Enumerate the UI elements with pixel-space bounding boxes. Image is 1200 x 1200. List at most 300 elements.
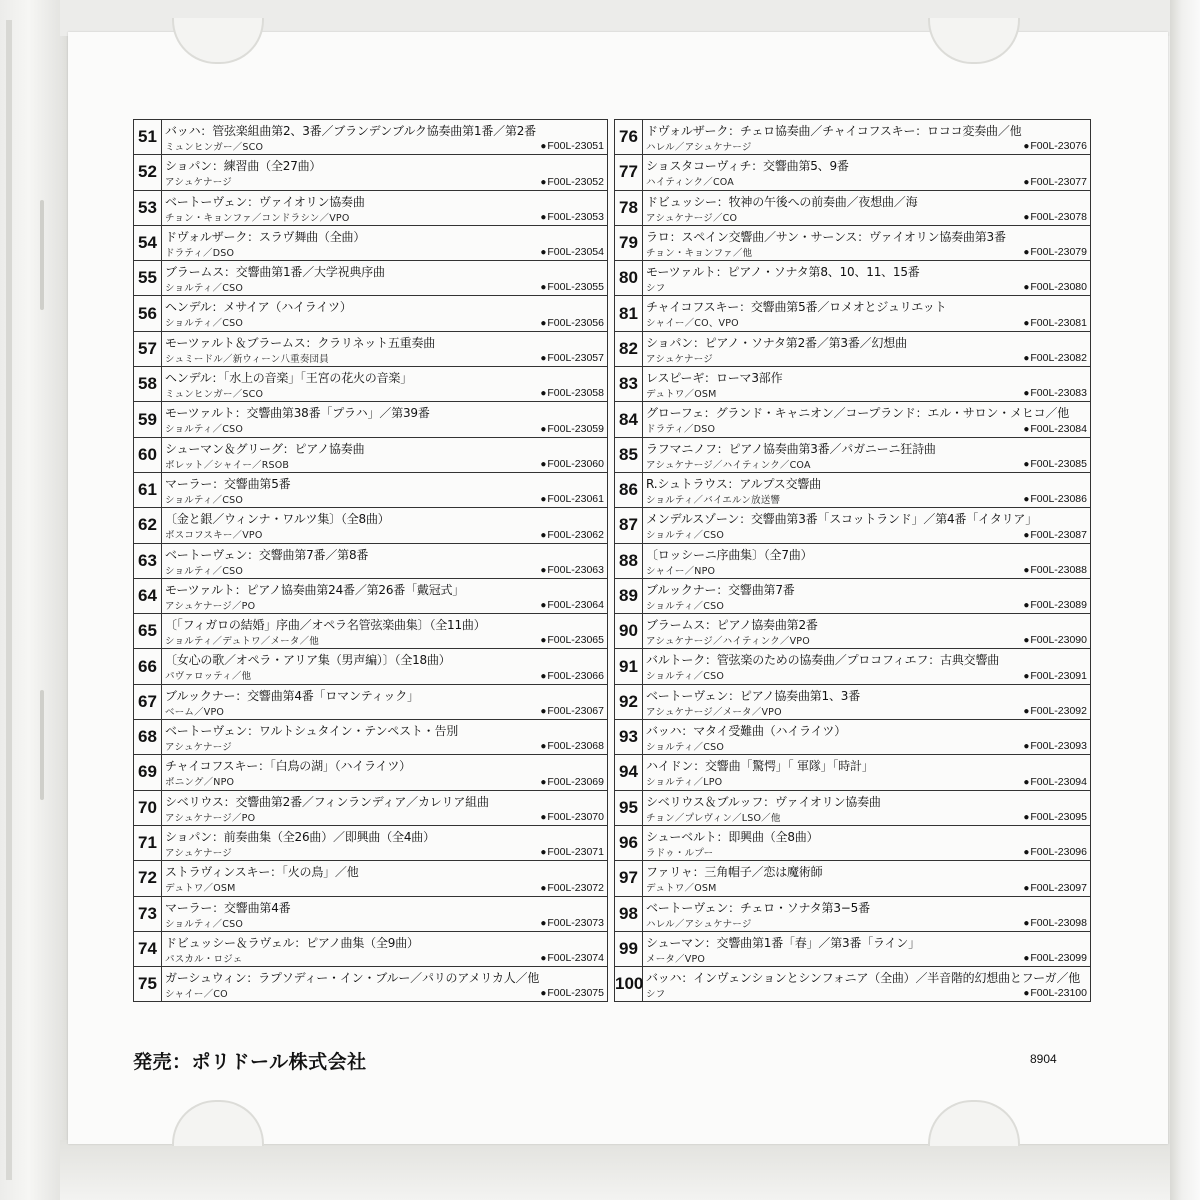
bullet-dot-icon: ● — [540, 176, 547, 188]
track-title: ブルックナー：交響曲第4番「ロマンティック」 — [165, 688, 419, 703]
bullet-dot-icon: ● — [1023, 917, 1030, 929]
catalog-number-text: F00L-23069 — [547, 775, 604, 788]
track-performer: アシュケナージ — [165, 847, 232, 859]
catalog-number-text: F00L-23080 — [1030, 281, 1087, 294]
catalog-number-text: F00L-23090 — [1030, 634, 1087, 647]
track-info — [162, 261, 608, 296]
bullet-dot-icon: ● — [1023, 529, 1030, 541]
bullet-dot-icon: ● — [1023, 600, 1030, 612]
track-info — [162, 578, 608, 613]
track-info — [162, 896, 608, 931]
track-title: ショスタコーヴィチ：交響曲第5、9番 — [646, 159, 849, 174]
bullet-dot-icon: ● — [540, 776, 547, 788]
bullet-dot-icon: ● — [1023, 953, 1030, 965]
track-performer: デュトワ／OSM — [165, 883, 236, 895]
track-row — [615, 190, 1091, 225]
track-row — [134, 190, 608, 225]
track-title: ベートーヴェン：ワルトシュタイン・テンペスト・告別 — [165, 724, 459, 739]
track-number: 96 — [615, 825, 643, 860]
track-number: 76 — [615, 120, 643, 155]
track-performer: アシュケナージ／ハイティンク／VPO — [646, 636, 810, 648]
track-info — [162, 120, 608, 155]
track-performer: チョン・キョンファ／他 — [646, 247, 753, 259]
track-number: 85 — [615, 437, 643, 472]
track-row — [615, 755, 1091, 790]
track-title: シベリウス：交響曲第2番／フィンランディア／カレリア組曲 — [165, 794, 489, 809]
catalog-number — [1023, 952, 1087, 964]
track-row — [615, 155, 1091, 190]
track-info — [162, 649, 608, 684]
catalog-number-text: F00L-23054 — [547, 246, 604, 259]
track-performer: ミュンヒンガー／SCO — [165, 389, 264, 401]
catalog-number-text: F00L-23063 — [547, 563, 604, 576]
track-info — [643, 967, 1091, 1002]
track-row — [615, 825, 1091, 860]
track-number: 62 — [134, 508, 162, 543]
catalog-number — [540, 564, 604, 576]
catalog-number-text: F00L-23075 — [547, 987, 604, 1000]
track-performer: アシュケナージ — [165, 177, 232, 189]
track-number: 72 — [134, 861, 162, 896]
track-title: ベートーヴェン：交響曲第7番／第8番 — [165, 547, 369, 562]
catalog-number-text: F00L-23060 — [547, 457, 604, 470]
catalog-number-text: F00L-23100 — [1030, 987, 1087, 1000]
track-info — [643, 790, 1091, 825]
catalog-number — [540, 952, 604, 964]
catalog-number-text: F00L-23061 — [547, 493, 604, 506]
track-performer: シュミードル／新ウィーン八重奏団員 — [165, 353, 329, 365]
track-performer: アシュケナージ／CO — [646, 212, 738, 224]
bullet-dot-icon: ● — [1023, 706, 1030, 718]
track-row — [615, 120, 1091, 155]
track-row — [615, 367, 1091, 402]
catalog-number-text: F00L-23098 — [1030, 916, 1087, 929]
track-row — [134, 155, 608, 190]
track-performer: シャイー／CO、VPO — [646, 318, 739, 330]
track-info — [162, 437, 608, 472]
catalog-number — [1023, 882, 1087, 894]
track-title: ドビュッシー：牧神の午後への前奏曲／夜想曲／海 — [646, 194, 918, 209]
catalog-number — [540, 776, 604, 788]
track-title: ベートーヴェン：チェロ・ソナタ第3−5番 — [646, 900, 870, 915]
track-info — [643, 861, 1091, 896]
catalog-number — [1023, 705, 1087, 717]
track-title: ファリャ：三角帽子／恋は魔術師 — [646, 865, 823, 880]
track-number: 61 — [134, 472, 162, 507]
bullet-dot-icon: ● — [1023, 423, 1030, 435]
bullet-dot-icon: ● — [1023, 282, 1030, 294]
track-title: 〔「フィガロの結婚」序曲／オペラ名管弦楽曲集〕（全11曲） — [165, 618, 486, 633]
track-number: 87 — [615, 508, 643, 543]
catalog-number — [540, 423, 604, 435]
track-info — [162, 931, 608, 966]
track-performer: デュトワ／OSM — [646, 389, 717, 401]
catalog-number-text: F00L-23097 — [1030, 881, 1087, 894]
track-performer: ベーム／VPO — [165, 706, 225, 718]
track-number: 77 — [615, 155, 643, 190]
track-title: ラロ：スペイン交響曲／サン・サーンス：ヴァイオリン協奏曲第3番 — [646, 229, 1006, 244]
catalog-number-text: F00L-23067 — [547, 705, 604, 718]
track-performer: ボニング／NPO — [165, 777, 235, 789]
track-number: 52 — [134, 155, 162, 190]
catalog-number-text: F00L-23055 — [547, 281, 604, 294]
track-title: レスピーギ：ローマ3部作 — [646, 371, 783, 386]
catalog-number — [1023, 281, 1087, 293]
track-number: 66 — [134, 649, 162, 684]
track-info — [643, 614, 1091, 649]
track-performer: シャイー／NPO — [646, 565, 716, 577]
catalog-number — [1023, 211, 1087, 223]
track-performer: アシュケナージ／ハイティンク／COA — [646, 459, 811, 471]
bullet-dot-icon: ● — [1023, 811, 1030, 823]
track-title: ガーシュウィン：ラプソディー・イン・ブルー／パリのアメリカ人／他 — [165, 971, 540, 986]
catalog-number-text: F00L-23062 — [547, 528, 604, 541]
track-row — [134, 402, 608, 437]
track-info — [162, 543, 608, 578]
track-title: シューマン＆グリーグ：ピアノ協奏曲 — [165, 441, 365, 456]
bullet-dot-icon: ● — [540, 564, 547, 576]
track-info — [643, 472, 1091, 507]
track-row — [134, 543, 608, 578]
track-info — [643, 508, 1091, 543]
track-row — [615, 472, 1091, 507]
track-title: R.シュトラウス：アルプス交響曲 — [646, 476, 821, 491]
track-info — [162, 755, 608, 790]
track-number: 81 — [615, 296, 643, 331]
bullet-dot-icon: ● — [1023, 211, 1030, 223]
track-performer: デュトワ／OSM — [646, 883, 717, 895]
track-number: 92 — [615, 684, 643, 719]
catalog-number — [540, 387, 604, 399]
bullet-dot-icon: ● — [540, 388, 547, 400]
catalog-number-text: F00L-23096 — [1030, 846, 1087, 859]
bullet-dot-icon: ● — [540, 529, 547, 541]
track-info — [643, 720, 1091, 755]
catalog-number — [1023, 246, 1087, 258]
track-title: モーツァルト：ピアノ・ソナタ第8、10、11、15番 — [646, 265, 920, 280]
catalog-number — [1023, 811, 1087, 823]
track-performer: ショルティ／CSO — [165, 494, 243, 506]
track-number: 71 — [134, 825, 162, 860]
catalog-number-text: F00L-23051 — [547, 140, 604, 153]
track-number: 68 — [134, 720, 162, 755]
track-performer: パヴァロッティ／他 — [165, 671, 252, 683]
track-number: 64 — [134, 578, 162, 613]
track-row — [134, 790, 608, 825]
catalog-number — [540, 211, 604, 223]
catalog-number-text: F00L-23064 — [547, 599, 604, 612]
catalog-number — [540, 176, 604, 188]
catalog-number — [540, 281, 604, 293]
track-info — [643, 896, 1091, 931]
bullet-dot-icon: ● — [1023, 388, 1030, 400]
catalog-number-text: F00L-23095 — [1030, 810, 1087, 823]
catalog-number-text: F00L-23079 — [1030, 246, 1087, 259]
bullet-dot-icon: ● — [540, 494, 547, 506]
bullet-dot-icon: ● — [1023, 741, 1030, 753]
track-info — [162, 967, 608, 1002]
catalog-number-text: F00L-23087 — [1030, 528, 1087, 541]
catalog-number-text: F00L-23065 — [547, 634, 604, 647]
catalog-number-text: F00L-23057 — [547, 352, 604, 365]
track-title: ショパン：前奏曲集（全26曲）／即興曲（全4曲） — [165, 829, 435, 844]
catalog-number — [1023, 634, 1087, 646]
track-performer: ショルティ／CSO — [646, 530, 724, 542]
track-row — [134, 578, 608, 613]
track-info — [643, 543, 1091, 578]
catalog-number-text: F00L-23070 — [547, 810, 604, 823]
catalog-number — [540, 458, 604, 470]
track-number: 78 — [615, 190, 643, 225]
catalog-number-text: F00L-23058 — [547, 387, 604, 400]
track-row — [615, 402, 1091, 437]
catalog-number-text: F00L-23066 — [547, 669, 604, 682]
bullet-dot-icon: ● — [540, 706, 547, 718]
track-performer: ミュンヒンガー／SCO — [165, 142, 264, 153]
catalog-number-text: F00L-23076 — [1030, 140, 1087, 153]
catalog-number-text: F00L-23088 — [1030, 563, 1087, 576]
track-row — [134, 684, 608, 719]
track-row — [615, 331, 1091, 366]
track-row — [134, 472, 608, 507]
catalog-number — [1023, 846, 1087, 858]
track-info — [162, 614, 608, 649]
track-number: 55 — [134, 261, 162, 296]
track-title: モーツァルト：ピアノ協奏曲第24番／第26番「戴冠式」 — [165, 582, 465, 597]
track-row — [615, 578, 1091, 613]
case-right-edge — [1170, 0, 1200, 1200]
bullet-dot-icon: ● — [540, 811, 547, 823]
track-number: 94 — [615, 755, 643, 790]
track-info — [643, 755, 1091, 790]
bullet-dot-icon: ● — [540, 247, 547, 259]
track-title: ドビュッシー＆ラヴェル：ピアノ曲集（全9曲） — [165, 935, 419, 950]
catalog-number-text: F00L-23082 — [1030, 352, 1087, 365]
catalog-number-text: F00L-23073 — [547, 916, 604, 929]
track-info — [162, 508, 608, 543]
track-row — [615, 720, 1091, 755]
track-performer: ショルティ／CSO — [165, 565, 243, 577]
catalog-number — [1023, 140, 1087, 152]
track-performer: ショルティ／CSO — [165, 283, 243, 295]
catalog-number-text: F00L-23056 — [547, 316, 604, 329]
bullet-dot-icon: ● — [1023, 494, 1030, 506]
track-number: 67 — [134, 684, 162, 719]
track-info — [643, 931, 1091, 966]
bullet-dot-icon: ● — [1023, 564, 1030, 576]
track-performer: ハレル／アシュケナージ — [646, 142, 752, 153]
track-info — [643, 296, 1091, 331]
bullet-dot-icon: ● — [1023, 988, 1030, 1000]
track-title: ハイドン：交響曲「驚愕」「 軍隊」「時計」 — [646, 759, 874, 774]
bullet-dot-icon: ● — [1023, 176, 1030, 188]
catalog-number-text: F00L-23083 — [1030, 387, 1087, 400]
catalog-number-text: F00L-23071 — [547, 846, 604, 859]
track-row — [134, 967, 608, 1002]
catalog-number — [1023, 529, 1087, 541]
catalog-number-text: F00L-23086 — [1030, 493, 1087, 506]
catalog-number — [540, 917, 604, 929]
track-performer: アシュケナージ／PO — [165, 600, 256, 612]
track-row — [615, 508, 1091, 543]
track-row — [134, 614, 608, 649]
bullet-dot-icon: ● — [1023, 670, 1030, 682]
track-number: 82 — [615, 331, 643, 366]
track-title: ブラームス：ピアノ協奏曲第2番 — [646, 618, 818, 633]
track-performer: ショルティ／デュトワ／メータ／他 — [165, 636, 319, 648]
track-info — [643, 331, 1091, 366]
bullet-dot-icon: ● — [540, 847, 547, 859]
track-performer: ショルティ／LPO — [646, 777, 723, 789]
track-row — [615, 967, 1091, 1002]
track-title: ブラームス：交響曲第1番／大学祝典序曲 — [165, 265, 385, 280]
bullet-dot-icon: ● — [540, 670, 547, 682]
track-info — [643, 225, 1091, 260]
track-info — [162, 190, 608, 225]
track-title: バッハ：インヴェンションとシンフォニア（全曲）／半音階的幻想曲とフーガ／他 — [646, 971, 1081, 986]
track-row — [615, 225, 1091, 260]
track-performer: シフ — [646, 989, 666, 1001]
track-row — [615, 437, 1091, 472]
track-performer: ボレット／シャイー／RSOB — [165, 459, 290, 471]
track-performer: ラドゥ・ルプー — [646, 847, 714, 859]
track-info — [643, 402, 1091, 437]
track-title: チャイコフスキー：「白鳥の湖」（ハイライツ） — [165, 759, 411, 774]
bullet-dot-icon: ● — [540, 141, 547, 153]
bullet-dot-icon: ● — [1023, 317, 1030, 329]
track-info — [162, 331, 608, 366]
track-number: 79 — [615, 225, 643, 260]
bullet-dot-icon: ● — [1023, 353, 1030, 365]
catalog-number-text: F00L-23089 — [1030, 599, 1087, 612]
track-row — [615, 614, 1091, 649]
track-info — [643, 190, 1091, 225]
track-row — [134, 225, 608, 260]
track-number: 90 — [615, 614, 643, 649]
catalog-number — [1023, 599, 1087, 611]
catalog-number-text: F00L-23053 — [547, 210, 604, 223]
track-info — [162, 790, 608, 825]
track-info — [162, 684, 608, 719]
bullet-dot-icon: ● — [1023, 882, 1030, 894]
catalog-number — [1023, 176, 1087, 188]
catalog-number — [1023, 776, 1087, 788]
track-row — [134, 755, 608, 790]
track-performer: アシュケナージ／PO — [165, 812, 256, 824]
catalog-number — [1023, 740, 1087, 752]
bullet-dot-icon: ● — [540, 882, 547, 894]
track-info — [643, 367, 1091, 402]
track-number: 93 — [615, 720, 643, 755]
track-title: 〔女心の歌／オペラ・アリア集（男声編）〕（全18曲） — [165, 653, 451, 668]
track-number: 98 — [615, 896, 643, 931]
catalog-number — [1023, 670, 1087, 682]
track-row — [134, 861, 608, 896]
catalog-number — [1023, 493, 1087, 505]
track-row — [134, 720, 608, 755]
track-performer: アシュケナージ／メータ／VPO — [646, 706, 782, 718]
catalog-number — [1023, 317, 1087, 329]
track-number: 100 — [615, 967, 643, 1002]
track-title: シベリウス＆ブルッフ：ヴァイオリン協奏曲 — [646, 794, 881, 809]
track-performer: ドラティ／DSO — [646, 424, 716, 436]
catalog-number — [1023, 458, 1087, 470]
catalog-number-text: F00L-23092 — [1030, 705, 1087, 718]
track-title: モーツァルト＆ブラームス：クラリネット五重奏曲 — [165, 335, 436, 350]
catalog-number — [540, 882, 604, 894]
catalog-number-text: F00L-23059 — [547, 422, 604, 435]
track-title: ブルックナー：交響曲第7番 — [646, 582, 795, 597]
track-performer: アシュケナージ — [165, 742, 232, 754]
track-title: ショパン：ピアノ・ソナタ第2番／第3番／幻想曲 — [646, 335, 907, 350]
track-title: ベートーヴェン：ピアノ協奏曲第1、3番 — [646, 688, 861, 703]
track-info — [162, 367, 608, 402]
bullet-dot-icon: ● — [540, 458, 547, 470]
track-info — [162, 225, 608, 260]
catalog-number-text: F00L-23085 — [1030, 457, 1087, 470]
track-title: シューベルト：即興曲（全8曲） — [646, 829, 819, 844]
track-number: 56 — [134, 296, 162, 331]
track-number: 75 — [134, 967, 162, 1002]
track-performer: シャイー／CO — [165, 989, 228, 1001]
track-performer: ショルティ／CSO — [646, 600, 724, 612]
bullet-dot-icon: ● — [540, 635, 547, 647]
track-number: 73 — [134, 896, 162, 931]
track-performer: チョン／プレヴィン／LSO／他 — [646, 812, 781, 824]
track-title: メンデルスゾーン：交響曲第3番「スコットランド」／第4番「イタリア」 — [646, 512, 1038, 527]
publisher-credit: 発売：ポリドール株式会社 — [133, 1051, 367, 1073]
track-row — [615, 931, 1091, 966]
track-row — [134, 825, 608, 860]
catalog-number-text: F00L-23074 — [547, 952, 604, 965]
catalog-number — [540, 987, 604, 999]
catalog-number — [540, 352, 604, 364]
track-info — [643, 649, 1091, 684]
catalog-number-text: F00L-23084 — [1030, 422, 1087, 435]
catalog-number — [540, 317, 604, 329]
track-title: 〔金と銀／ウィンナ・ワルツ集〕（全8曲） — [165, 512, 390, 527]
track-title: ドヴォルザーク：チェロ協奏曲／チャイコフスキー：ロココ変奏曲／他 — [646, 124, 1022, 138]
track-number: 89 — [615, 578, 643, 613]
bullet-dot-icon: ● — [1023, 247, 1030, 259]
track-info — [162, 861, 608, 896]
track-row — [134, 931, 608, 966]
bullet-dot-icon: ● — [1023, 776, 1030, 788]
bullet-dot-icon: ● — [1023, 141, 1030, 153]
catalog-number — [540, 670, 604, 682]
track-title: 〔ロッシーニ序曲集〕（全7曲） — [646, 547, 813, 562]
bullet-dot-icon: ● — [1023, 847, 1030, 859]
track-info — [162, 402, 608, 437]
track-number: 69 — [134, 755, 162, 790]
track-performer: ハレル／アシュケナージ — [646, 918, 752, 930]
bullet-dot-icon: ● — [1023, 458, 1030, 470]
bullet-dot-icon: ● — [540, 317, 547, 329]
bullet-dot-icon: ● — [1023, 635, 1030, 647]
track-number: 54 — [134, 225, 162, 260]
track-title: グローフェ：グランド・キャニオン／コープランド：エル・サロン・メヒコ／他 — [646, 406, 1070, 421]
bullet-dot-icon: ● — [540, 282, 547, 294]
track-performer: ハイティンク／COA — [646, 177, 734, 189]
track-performer: ショルティ／CSO — [646, 671, 724, 683]
track-row — [615, 684, 1091, 719]
track-info — [643, 684, 1091, 719]
track-info — [162, 720, 608, 755]
catalog-number — [1023, 987, 1087, 999]
track-info — [643, 155, 1091, 190]
track-row — [615, 861, 1091, 896]
catalog-number-text: F00L-23077 — [1030, 175, 1087, 188]
